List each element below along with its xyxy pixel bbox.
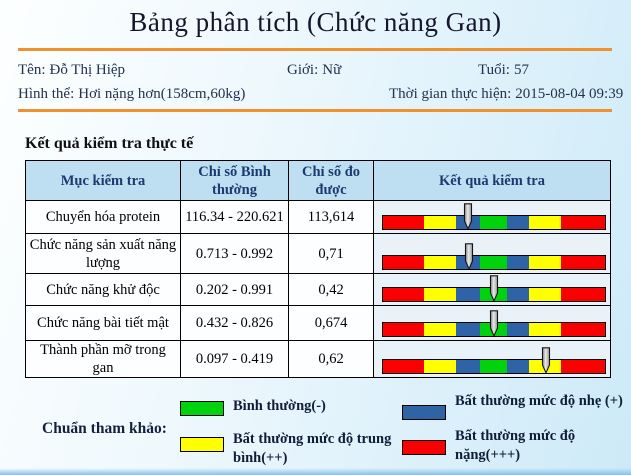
cell-normal-range: 0.097 - 0.419 — [181, 341, 289, 378]
cell-item: Thành phần mỡ trong gan — [26, 341, 181, 378]
bar-segment-medium — [424, 256, 457, 269]
cell-measured: 0,71 — [289, 234, 374, 274]
patient-age-label: Tuổi: — [478, 62, 510, 78]
bar-segment-mild — [507, 360, 529, 373]
patient-name — [18, 62, 125, 79]
bar-segment-normal — [480, 360, 507, 373]
patient-body-type-value: Hơi nặng hơn(158cm,60kg) — [78, 86, 246, 102]
bar-segment-mild — [456, 256, 480, 269]
legend-caption: Chuẩn tham khảo: — [42, 420, 167, 437]
patient-age — [478, 62, 529, 79]
cell-item: Chuyển hóa protein — [26, 201, 181, 234]
cell-result-bar — [374, 306, 611, 341]
cell-normal-range: 0.202 - 0.991 — [181, 274, 289, 306]
cell-result-bar — [374, 341, 611, 378]
bar-segment-severe — [383, 288, 424, 301]
window-bottom-edge — [0, 468, 631, 475]
test-time — [389, 86, 623, 103]
legend-item-mild — [402, 392, 630, 420]
bar-segment-medium — [529, 288, 562, 301]
bar-segment-mild — [507, 256, 529, 269]
bar-segment-mild — [507, 323, 529, 336]
bar-segment-normal — [480, 216, 507, 229]
bar-segment-mild — [456, 216, 480, 229]
result-bar — [382, 359, 606, 374]
legend-label-severe: Bất thường mức độ nặng(+++) — [455, 428, 576, 463]
title-divider — [18, 48, 612, 51]
header-cell-normal-range: Chỉ số Bình thường — [181, 161, 289, 201]
patient-gender-label: Giới: — [287, 62, 319, 78]
bar-segment-medium — [424, 288, 457, 301]
bar-segment-normal — [480, 256, 507, 269]
bar-segment-severe — [383, 360, 424, 373]
bar-segment-severe — [561, 323, 605, 336]
legend-item-medium — [180, 430, 423, 468]
table-row — [26, 234, 611, 274]
cell-measured: 113,614 — [289, 201, 374, 234]
bar-segment-mild — [507, 216, 529, 229]
legend-item-severe — [402, 427, 605, 465]
bar-segment-medium — [424, 323, 457, 336]
cell-item: Chức năng sản xuất năng lượng — [26, 234, 181, 274]
table-header-row — [26, 161, 611, 201]
bar-segment-severe — [383, 256, 424, 269]
patient-gender-value: Nữ — [322, 62, 342, 78]
bar-segment-mild — [456, 323, 480, 336]
cell-result-bar — [374, 234, 611, 274]
patient-name-label: Tên: — [18, 62, 46, 78]
patient-gender — [287, 62, 341, 79]
legend-label-normal: Bình thường(-) — [233, 398, 326, 414]
cell-result-bar — [374, 274, 611, 306]
cell-normal-range: 0.713 - 0.992 — [181, 234, 289, 274]
bar-segment-medium — [529, 256, 562, 269]
result-bar — [382, 322, 606, 337]
cell-normal-range: 116.34 - 220.621 — [181, 201, 289, 234]
result-bar — [382, 255, 606, 270]
table-row — [26, 306, 611, 341]
bar-segment-normal — [480, 288, 507, 301]
legend-swatch-normal — [180, 401, 224, 416]
table-row — [26, 341, 611, 378]
legend-swatch-mild — [402, 405, 446, 420]
patient-age-value: 57 — [513, 62, 529, 78]
cell-normal-range: 0.432 - 0.826 — [181, 306, 289, 341]
section-title: Kết quả kiểm tra thực tế — [25, 135, 194, 152]
bar-segment-severe — [383, 216, 424, 229]
header-cell-measured: Chỉ số đo được — [289, 161, 374, 201]
bar-segment-normal — [480, 323, 507, 336]
bar-segment-severe — [561, 256, 605, 269]
bar-segment-severe — [561, 360, 605, 373]
table-row — [26, 274, 611, 306]
cell-measured: 0,62 — [289, 341, 374, 378]
legend-label-medium: Bất thường mức độ trung bình(++) — [233, 431, 392, 466]
table-row — [26, 201, 611, 234]
bar-segment-medium — [529, 216, 562, 229]
bar-segment-severe — [383, 323, 424, 336]
bar-segment-mild — [507, 288, 529, 301]
page-title: Bảng phân tích (Chức năng Gan) — [129, 7, 502, 37]
result-bar — [382, 287, 606, 302]
cell-item: Chức năng bài tiết mật — [26, 306, 181, 341]
results-table — [25, 160, 611, 378]
result-bar — [382, 215, 606, 230]
bar-segment-medium — [529, 323, 562, 336]
patient-body-type-label: Hình thể: — [18, 86, 75, 102]
cell-item: Chức năng khử độc — [26, 274, 181, 306]
bar-segment-severe — [561, 216, 605, 229]
cell-result-bar — [374, 201, 611, 234]
info-divider — [18, 109, 612, 112]
patient-name-value: Đỗ Thị Hiệp — [49, 62, 126, 78]
bar-segment-mild — [456, 360, 480, 373]
bar-segment-medium — [424, 360, 457, 373]
cell-measured: 0,674 — [289, 306, 374, 341]
legend-swatch-severe — [402, 440, 446, 455]
bar-segment-mild — [456, 288, 480, 301]
test-time-value: 2015-08-04 09:39 — [515, 86, 624, 102]
bar-segment-medium — [424, 216, 457, 229]
bar-segment-severe — [561, 288, 605, 301]
header-cell-result: Kết quả kiểm tra — [374, 161, 611, 201]
bar-segment-medium — [529, 360, 562, 373]
cell-measured: 0,42 — [289, 274, 374, 306]
legend-label-mild: Bất thường mức độ nhẹ (+) — [455, 393, 623, 409]
patient-body-type — [18, 86, 245, 103]
legend-swatch-medium — [180, 437, 224, 452]
header-cell-item: Mục kiểm tra — [26, 161, 181, 201]
test-time-label: Thời gian thực hiện: — [389, 86, 512, 102]
